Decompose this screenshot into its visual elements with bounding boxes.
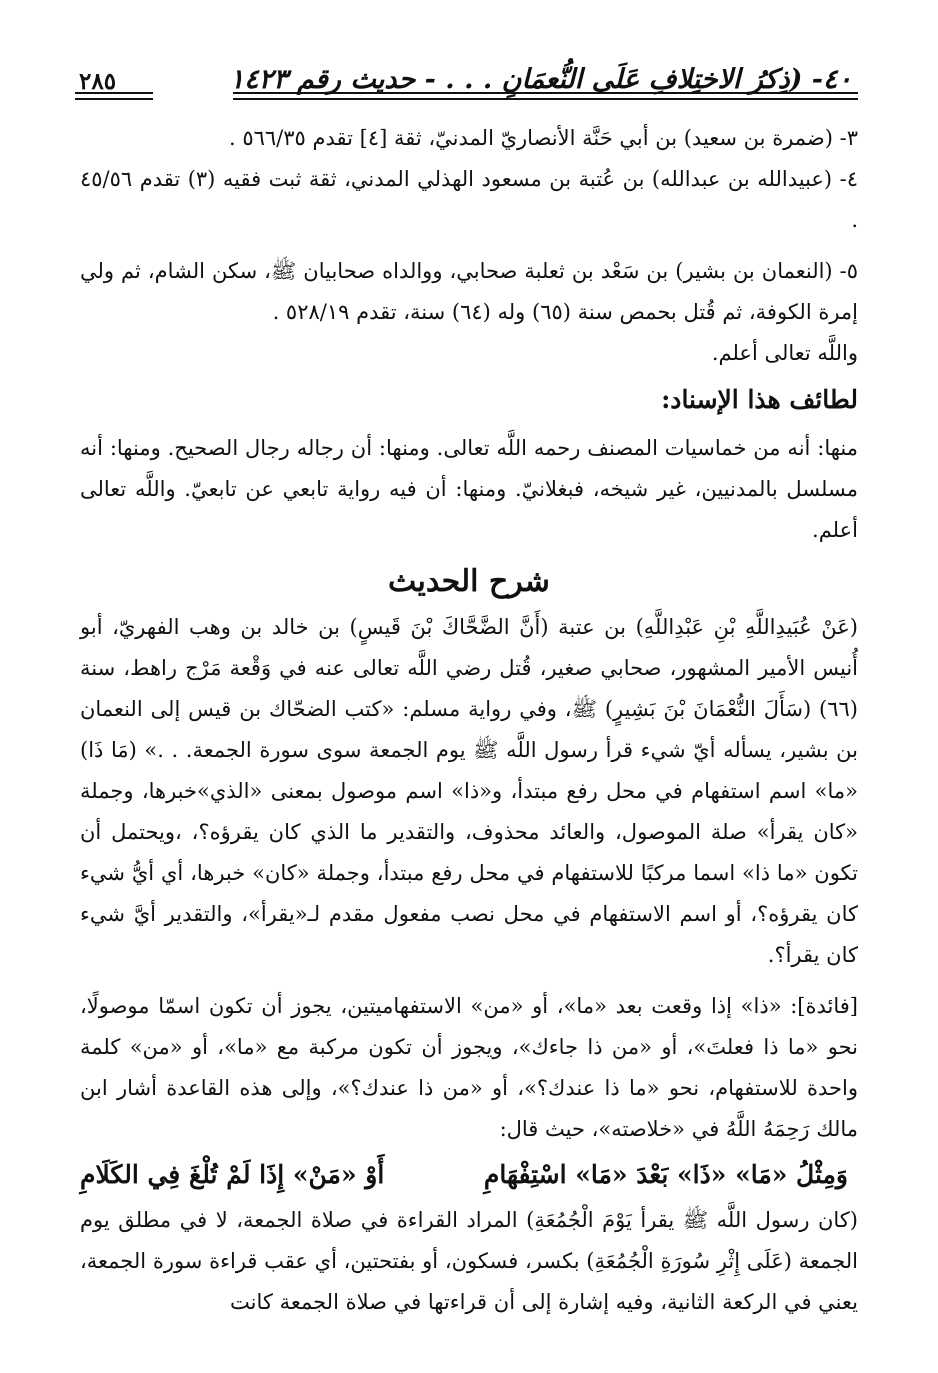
closing-formula: واللَّه تعالى أعلم. xyxy=(711,341,858,365)
page-number: ٢٨٥ xyxy=(79,68,117,95)
fawaid-paragraph: [فائدة]: «ذا» إذا وقعت بعد «ما»، أو «من» الاستفهاميتين، يجوز أن تكون اسمّا موصولًا، نحو «ما ذا فعلتَ»، أو «من ذا جاءك»، ويجوز أن تكون مركبة مع «ما»، أو «من» كلمة واحدة للاستفهام، نحو «ما ذا عندك؟»، أو «من ذا عندك؟»، وإلى هذه القاعدة أشار ابن مالك رَحِمَهُ اللَّهُ في «خلاصته»، حيث قال: xyxy=(80,994,859,1141)
running-head xyxy=(75,50,858,95)
page-body xyxy=(80,118,858,1323)
poem-first-hemistich: وَمِثْلُ «مَا» «ذَا» بَعْدَ «مَا» اسْتِفْهَامِ xyxy=(483,1160,848,1189)
header-rule-short xyxy=(75,92,153,100)
header-rule xyxy=(233,92,858,100)
poem-second-hemistich: أَوْ «مَنْ» إِذَا لَمْ تُلْغَ فِي الكَلَامِ xyxy=(80,1160,385,1189)
narrator-5: ٥- (النعمان بن بشير) بن سَعْد بن ثعلبة صحابي، ووالداه صحابيان ﷺ، سكن الشام، ثم ولي إمرة الكوفة، ثم قُتل بحمص سنة (٦٥) وله (٦٤) سنة، تقدم ٥٢٨/١٩ . xyxy=(80,259,858,324)
narrator-4: ٤- (عبيدالله بن عبدالله) بن عُتبة بن مسعود الهذلي المدني، ثقة ثبت فقيه (٣) تقدم ٤٥/٥٦ . xyxy=(80,167,858,232)
running-head-title: ٤٠- (ذِكرُ الاختِلافِ عَلَى النُّعمَانِ . . . - حديث رقم ١٤٢٣ xyxy=(229,64,852,95)
sharh-heading: شرح الحديث xyxy=(388,564,550,599)
narrator-3: ٣- (ضمرة بن سعيد) بن أبي حَنَّة الأنصاريّ المدنيّ، ثقة [٤] تقدم ٥٦٦/٣٥ . xyxy=(228,126,858,150)
poem-verse xyxy=(80,1150,858,1200)
sharh-paragraph-1: (عَنْ عُبَيدِاللَّهِ بْنِ عَبْدِاللَّهِ) بن عتبة (أَنَّ الضَّحَّاكَ بْنَ قَيسٍ) بن خالد بن وهب الفهريّ، أبو أُنيس الأمير المشهور، صحابي صغير، قُتل رضي اللَّه تعالى عنه في وَقْعة مَرْج راهط، سنة (٦٦) (سَأَلَ النُّعْمَانَ بْنَ بَشِيرٍ) ﷺ، وفي رواية مسلم: «كتب الضحّاك بن قيس إلى النعمان بن بشير، يسأله أيّ شيء قرأ رسول اللَّه ﷺ يوم الجمعة سوى سورة الجمعة. . .» (مَا ذَا) «ما» اسم استفهام في محل رفع مبتدأ، و«ذا» اسم موصول بمعنى «الذي»خبرها، وجملة «كان يقرأ» صلة الموصول، والعائد محذوف، والتقدير ما الذي كان يقرؤه؟، ،ويحتمل أن تكون «ما ذا» اسما مركبًا للاستفهام في محل رفع مبتدأ، وجملة «كان» خبرها، أي أيُّ شيء كان يقرؤه؟، أو اسم الاستفهام في محل نصب مفعول مقدم لـ«يقرأ»، والتقدير أيَّ شيء كان يقرأ؟. xyxy=(80,615,858,967)
lataif-heading: لطائف هذا الإسناد: xyxy=(661,385,858,414)
lataif-text: منها: أنه من خماسيات المصنف رحمه اللَّه تعالى. ومنها: أن رجاله رجال الصحيح. ومنها: أنه مسلسل بالمدنيين، غير شيخه، فبغلانيّ. ومنها: أن فيه رواية تابعي عن تابعيّ. واللَّه تعالى أعلم. xyxy=(80,436,858,542)
sharh-paragraph-3: (كان رسول اللَّه ﷺ يقرأ يَوْمَ الْجُمُعَةِ) المراد القراءة في صلاة الجمعة، لا في مطلق يوم الجمعة (عَلَى إِثْرِ سُورَةِ الْجُمُعَةِ) بكسر، فسكون، أو بفتحتين، أي عقب قراءة سورة الجمعة، يعني في الركعة الثانية، وفيه إشارة إلى أن قراءتها في صلاة الجمعة كانت xyxy=(80,1208,858,1314)
